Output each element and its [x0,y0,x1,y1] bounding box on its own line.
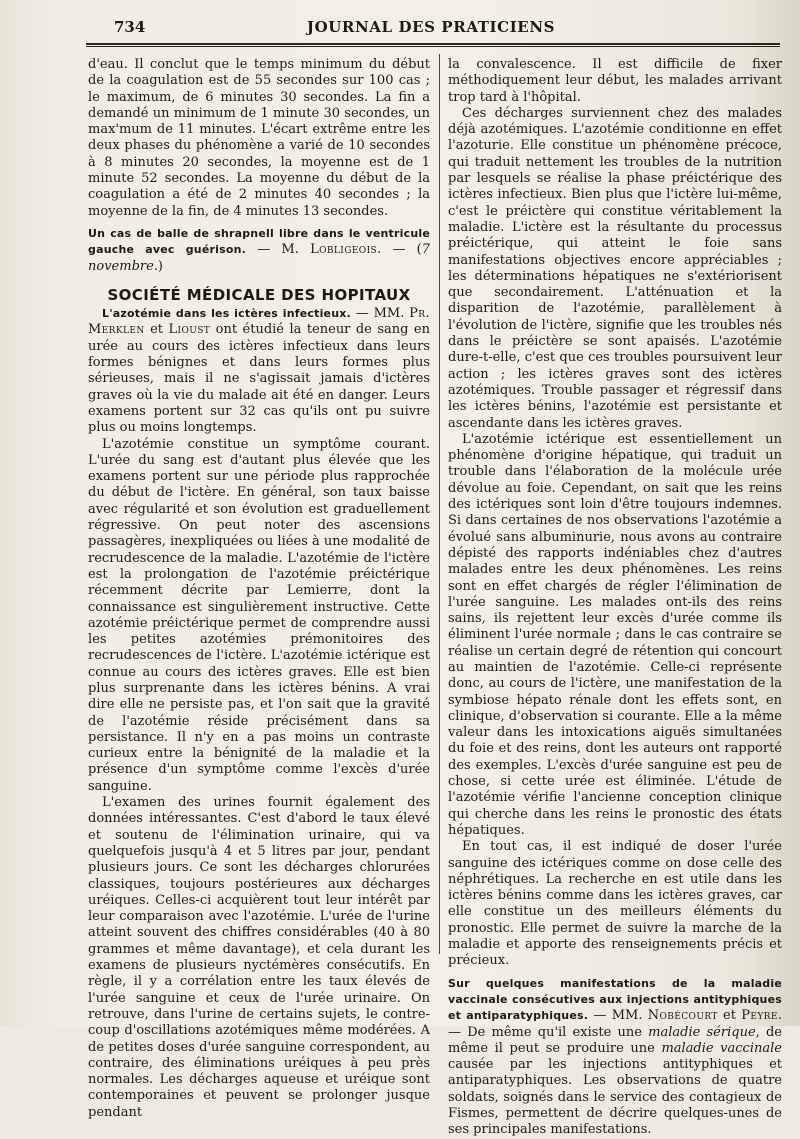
paragraph-examen-urines: L'examen des urines fournit également des données intéressantes. C'est d'abord le taux élevé et soutenu de l'élimination urinaire, qui va quelquefois jusqu'à 4 et 5 litres par jour, pendant plusieurs jours. Ce sont les décharges chlorurées classiques, toujours postérieures aux décharges uréiques. Celles-ci acquièrent tout leur intérêt par leur comparaison avec l'azotémie. L'urée de l'urine atteint souvent des chiffres considérables (40 à 80 grammes et même davantage), et cela durant les examens de plusieurs nyctémères consécutifs. En règle, il y a corrélation entre les taux élevés de l'urée sanguine et ceux de l'urée urinaire. On retrouve, dans l'urine de certains sujets, le contre-coup d'oscillations azotémiques même modérées. A de petites doses d'urée sanguine correspondent, au contraire, des éliminations uréiques à peu près normales. Les décharges aqueuse et uréique sont contemporaines et peuvent se prolonger jusque pendant [88,795,430,1120]
emphasis: maladie sérique [648,1024,756,1040]
separator: — M. [246,242,311,258]
separator: et [144,322,169,338]
paragraph-decharges: Ces décharges surviennent chez des malades déjà azotémiques. L'azotémie conditionne en effet l'azoturie. Elle constitue un phénomène précoce, qui traduit nettement les troubles de la nutrition par lesquels se réalise la phase préictérique des ictères infectieux. Bien plus que l'ictère lui-même, c'est le préictère qui constitue véritablement la maladie. L'ictère est la résultante du processus préictérique, qui atteint le foie sans manifestations objectives encore appréciables ; les déterminations hépatiques ne s'extériorisent que secondairement. L'atténuation et la disparition de l'azotémie, parallèlement à l'évolution de l'ictère, signifie que les troubles nés dans le préictère se sont apaisés. L'azotémie dure-t-elle, c'est que ces troubles poursuivent leur action ; les ictères graves sont des ictères azotémiques. Trouble passager et régressif dans les ictères bénins, l'azotémie est persistante et ascendante dans les ictères graves. [448,105,782,431]
separator: — MM. [588,1008,648,1024]
separator: — MM. [350,306,410,322]
running-title: JOURNAL DES PRATICIENS [306,18,556,36]
author-name: Peyre [741,1008,778,1024]
paragraph-text: . — De même qu'il existe une [448,1008,782,1040]
paragraph-text: , de même il peut se produire une [448,1024,782,1056]
author-name: Lioust [168,322,211,338]
communication-title: Sur quelques manifestations de la maladie vaccinale consécutives aux injections antityphiques et antiparatyphiques. [448,976,782,1023]
communication-azotemie [88,306,430,436]
communication-maladie-vaccinale [448,976,782,1139]
author-name: Lobligeois [310,242,378,258]
column-divider [439,54,440,954]
section-title: SOCIÉTÉ MÉDICALE DES HOPITAUX [107,285,411,304]
paragraph-text: ont étudié la teneur de sang en urée au cours des ictères infectieux dans leurs formes bénignes et dans leurs formes plus sérieuses, mais il ne s'agissait jamais d'ictères graves où la vie du malade ait été en danger. Leurs examens portent sur 32 cas qu'ils ont pu suivre plus ou moins longtemps. [88,322,430,436]
page-number: 734 [114,18,146,36]
communication-date: 7 novembre [88,242,431,274]
communication-shrapnell [88,226,430,275]
communication-title: L'azotémie dans les ictères infectieux. [102,307,351,321]
separator: .) [153,258,164,274]
paragraph-dosage-uree: En tout cas, il est indiqué de doser l'urée sanguine des ictériques comme on dose celle des néphrétiques. La recherche en est utile dans les ictères bénins comme dans les ictères graves, car elle constitue un des meilleurs éléments du pronostic. Elle permet de suivre la marche de la maladie et apporte des renseignements précis et précieux. [448,839,782,969]
emphasis: maladie vaccinale [661,1040,782,1056]
header-rule [86,43,780,47]
left-column [88,57,430,1121]
separator: . — ( [377,242,422,258]
paragraph-origine-hepatique: L'azotémie ictérique est essentiellement un phénomène d'origine hépatique, qui traduit un trouble dans l'élaboration de la molécule urée dévolue au foie. Cependant, on sait que les reins des ictériques sont loin d'être toujours indemnes. Si dans certaines de nos observations l'azotémie a évolué sans albuminurie, nous avons au contraire dépisté des rapports indéniables chez d'autres malades entre les deux phénomènes. Les reins sont en effet chargés de régler l'élimination de l'urée sanguine. Les malades ont-ils des reins sains, ils rejettent leur excès d'urée comme ils éliminent l'urée normale ; dans le cas contraire se réalise un certain degré de rétention qui concourt au maintien de l'azotémie. Celle-ci représente donc, au cours de l'ictère, une manifestation de la symbiose hépato rénale dont les effets sont, en clinique, d'observation si courante. Elle a la même valeur dans les intoxications aiguës simultanées du foie et des reins, dont les auteurs ont rapporté des exemples. L'excès d'urée sanguine est peu de chose, si cette urée est éliminée. L'étude de l'azotémie vérifie l'ancienne conception clinique qui cherche dans les reins le pronostic des états hépatiques. [448,431,782,838]
communication-title: Un cas de balle de shrapnell libre dans le ventricule gauche avec guérison. [88,226,430,257]
page-header [86,14,776,40]
paragraph-convalescence: la convalescence. Il est difficile de fixer méthodiquement leur début, les malades arrivant trop tard à l'hôpital. [448,57,782,105]
paragraph-text: causée par les injections antityphiques et antiparatyphiques. Les observations de quatre soldats, soignés dans le service des contagieux de Fismes, permettent de décrire quelques-unes de ses principales manifestations. [448,1057,782,1138]
author-name: Pr. Merklen [88,306,431,338]
separator: et [717,1008,742,1024]
paragraph-azotemie-symptome: L'azotémie constitue un symptôme courant. L'urée du sang est d'autant plus élevée que les examens portent sur une période plus rapprochée du début de l'ictère. En général, son taux baisse avec régularité et son évolution est graduellement régressive. On peut noter des ascensions passagères, inexpliquées ou liées à une modalité de recrudescence de la maladie. L'azotémie de l'ictère est la prolongation de l'azotémie préictérique récemment décrite par Lemierre, dont la connaissance est singulièrement instructive. Cette azotémie préictérique permet de comprendre aussi les petites azotémies prémonitoires des recrudescences de l'ictère. L'azotémie ictérique est connue au cours des ictères graves. Elle est bien plus surprenante dans les ictères bénins. A vrai dire elle ne persiste pas, et l'on sait que la gravité de l'azotémie réside précisément dans sa persistance. Il n'y en a pas moins un contraste curieux entre la bénignité de la maladie et la présence d'un symptôme comme l'excès d'urée sanguine. [88,436,430,794]
right-column [448,57,782,1139]
paragraph-coagulation: d'eau. Il conclut que le temps minimum du début de la coagulation est de 55 secondes sur 100 cas ; le maximum, de 6 minutes 30 secondes. La fin a demandé un minimum de 1 minute 30 secondes, un max'mum de 11 minutes. L'écart extrême entre les deux phases du phénomène a varié de 10 secondes à 8 minutes 20 secondes, la moyenne est de 1 minute 52 secondes. La moyenne du début de la coagulation a été de 2 minutes 40 secondes ; la moyenne de la fin, de 4 minutes 13 secondes. [88,57,430,219]
author-name: Nobécourt [647,1008,718,1024]
